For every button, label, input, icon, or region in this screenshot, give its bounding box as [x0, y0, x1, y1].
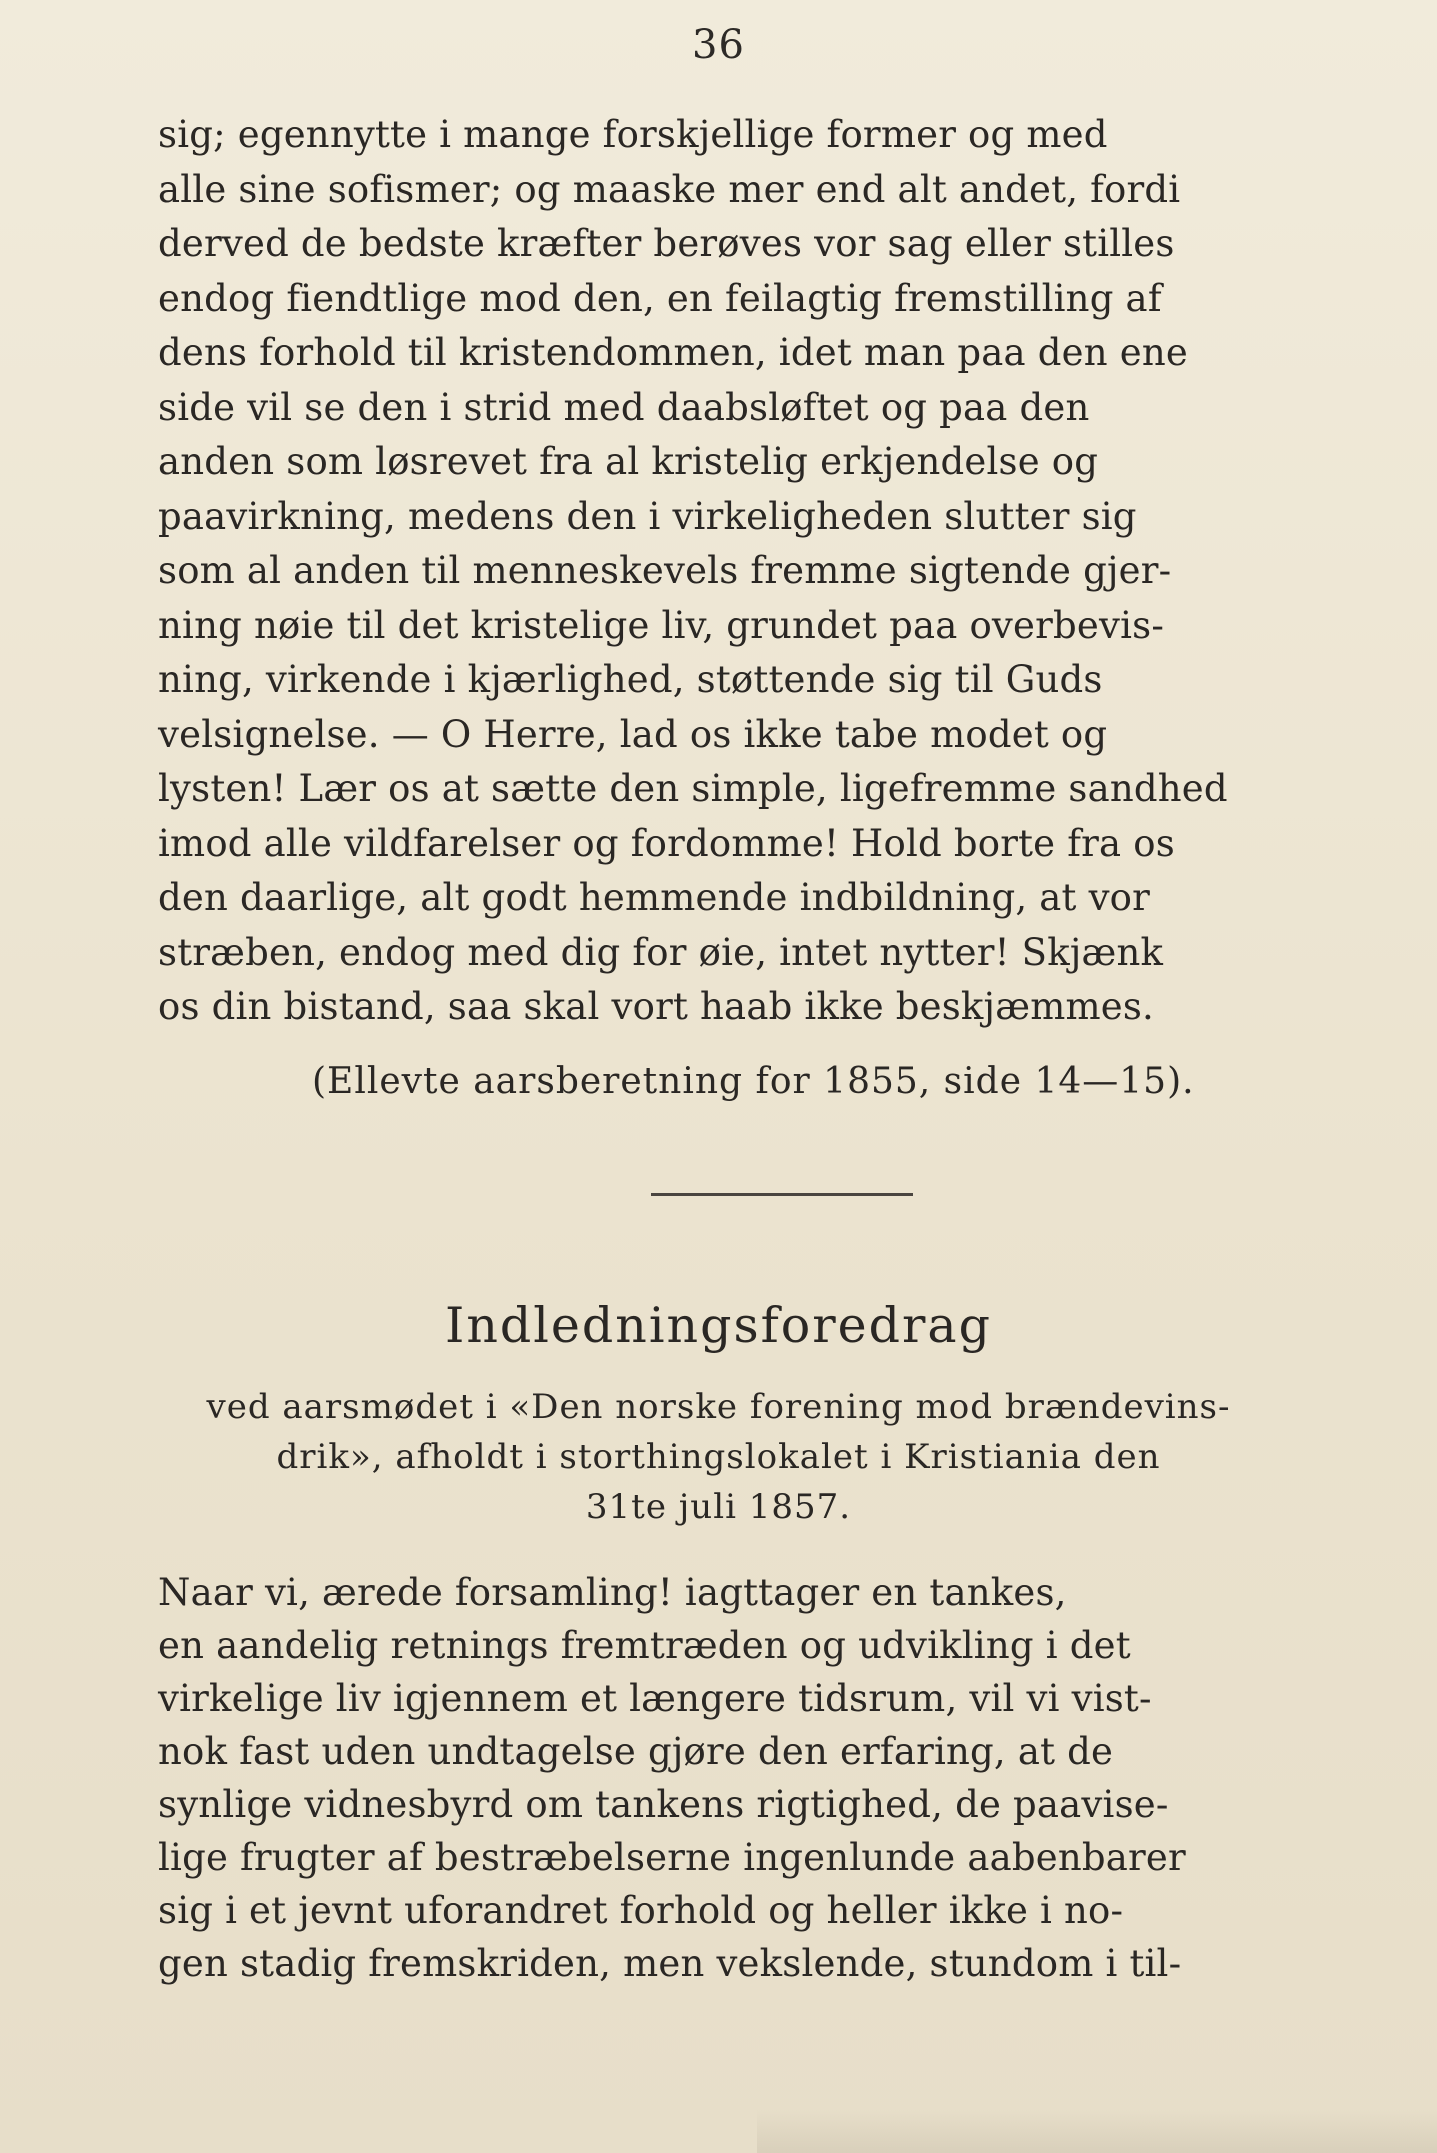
text-line: ning nøie til det kristelige liv, grundet paa overbevis- [158, 603, 1165, 647]
section-divider [651, 1193, 913, 1196]
text-line: synlige vidnesbyrd om tankens rigtighed, de paavise- [158, 1783, 1169, 1826]
text-line: sig i et jevnt uforandret forhold og heller ikke i no- [158, 1889, 1124, 1932]
text-line: ning, virkende i kjærlighed, støttende sig til Guds [158, 658, 1103, 701]
text-line: os din bistand, saa skal vort haab ikke beskjæmmes. [158, 985, 1155, 1028]
text-line: virkelige liv igjennem et længere tidsrum, vil vi vist- [158, 1677, 1152, 1720]
text-line: endog fiendtlige mod den, en feilagtig fremstilling af [158, 276, 1162, 320]
text-line: en aandelig retnings fremtræden og udvikling i det [158, 1624, 1131, 1667]
text-line: alle sine sofismer; og maaske mer end alt andet, fordi [158, 167, 1181, 211]
text-line: lige frugter af bestræbelserne ingenlunde aabenbarer [158, 1836, 1186, 1879]
text-line: imod alle vildfarelser og fordomme! Hold borte fra os [158, 821, 1175, 865]
section-subtitle-line: ved aarsmødet i «Den norske forening mod brændevins- [206, 1387, 1231, 1427]
text-line: som al anden til menneskevels fremme sigtende gjer- [158, 549, 1172, 592]
text-line: paavirkning, medens den i virkeligheden slutter sig [158, 494, 1137, 538]
text-line: side vil se den i strid med daabsløftet og paa den [158, 385, 1090, 429]
source-citation: (Ellevte aarsberetning for 1855, side 14—15). [312, 1061, 1195, 1102]
text-line: lysten! Lær os at sætte den simple, ligefremme sandhed [158, 767, 1228, 810]
text-line: derved de bedste kræfter berøves vor sag eller stilles [158, 222, 1175, 265]
continued-text-block [158, 108, 1386, 1035]
text-line: velsignelse. — O Herre, lad os ikke tabe modet og [158, 712, 1108, 756]
text-line: Naar vi, ærede forsamling! iagttager en tankes, [158, 1571, 1067, 1614]
text-line: dens forhold til kristendommen, idet man paa den ene [158, 331, 1188, 374]
section-body-text [158, 1566, 1386, 1990]
text-line: sig; egennytte i mange forskjellige former og med [158, 113, 1108, 156]
page-edge-shadow [757, 2109, 1437, 2153]
text-line: stræben, endog med dig for øie, intet nytter! Skjænk [158, 930, 1164, 974]
section-subtitle-line: drik», afholdt i storthingslokalet i Kristiania den [276, 1437, 1161, 1477]
text-line: den daarlige, alt godt hemmende indbildning, at vor [158, 876, 1151, 919]
page-number: 36 [692, 22, 745, 68]
text-line: nok fast uden undtagelse gjøre den erfaring, at de [158, 1730, 1114, 1773]
text-line: gen stadig fremskriden, men vekslende, stundom i til- [158, 1942, 1182, 1985]
section-subtitle-line: 31te juli 1857. [585, 1487, 852, 1527]
text-line: anden som løsrevet fra al kristelig erkjendelse og [158, 440, 1099, 483]
section-heading: Indledningsforedrag [444, 1297, 993, 1354]
